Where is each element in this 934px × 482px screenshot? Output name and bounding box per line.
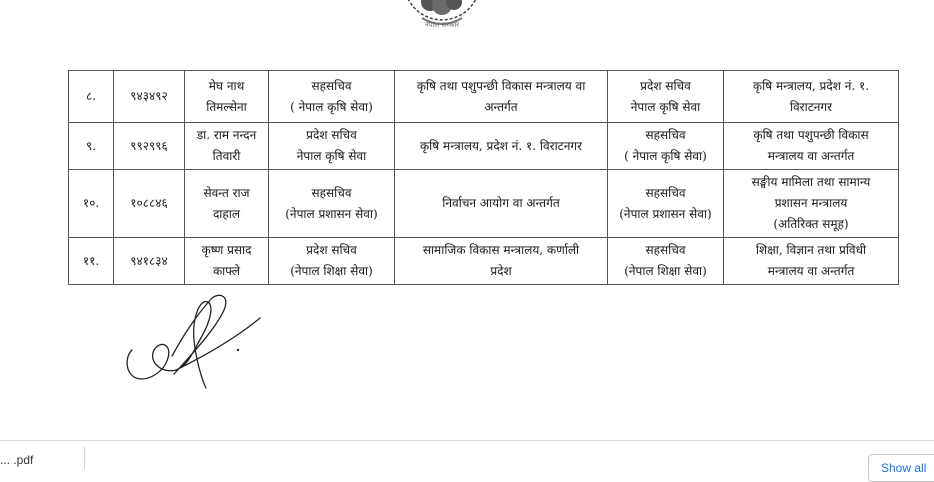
cell-line: कृष्ण प्रसाद xyxy=(201,243,252,257)
cell-new-position xyxy=(608,71,724,123)
cell-new-office xyxy=(724,170,899,238)
cell-id: ९४३४९२ xyxy=(114,71,185,123)
cell-line: प्रदेश सचिव xyxy=(306,128,357,142)
cell-office xyxy=(395,71,608,123)
cell-line: डा. राम नन्दन xyxy=(196,128,257,142)
cell-line: सेवन्त राज xyxy=(203,185,250,200)
cell-name xyxy=(185,238,269,285)
show-all-button[interactable]: Show all xyxy=(868,454,934,482)
cell-new-position xyxy=(608,170,724,238)
table-row xyxy=(69,170,899,238)
cell-line: नेपाल कृषि सेवा xyxy=(630,99,701,114)
cell-line: विराटनगर xyxy=(789,99,833,114)
cell-line: सहसचिव xyxy=(645,128,686,142)
cell-line: मन्त्रालय वा अन्तर्गत xyxy=(767,264,855,278)
cell-line: कृषि तथा पशुपन्छी विकास मन्त्रालय वा xyxy=(416,78,586,93)
transfer-table xyxy=(68,70,899,285)
signature-image xyxy=(120,288,270,398)
cell-new-position xyxy=(608,123,724,170)
table-row xyxy=(69,71,899,123)
cell-line: दाहाल xyxy=(212,206,241,221)
cell-name xyxy=(185,123,269,170)
cell-line: सहसचिव xyxy=(645,185,686,200)
seal-text: नेपाल सरकार xyxy=(424,21,460,29)
cell-sn: ९. xyxy=(69,123,114,170)
cell-sn: १०. xyxy=(69,170,114,238)
government-seal-image xyxy=(396,0,488,44)
cell-line: प्रशासन मन्त्रालय xyxy=(774,196,848,210)
cell-new-office xyxy=(724,238,899,285)
cell-line: प्रदेश सचिव xyxy=(306,243,357,257)
cell-line: नेपाल कृषि सेवा xyxy=(296,149,367,163)
cell-line: कृषि तथा पशुपन्छी विकास xyxy=(753,128,869,142)
cell-line: कृषि मन्त्रालय, प्रदेश नं. १. विराटनगर xyxy=(419,138,583,153)
cell-office xyxy=(395,238,608,285)
cell-name xyxy=(185,170,269,238)
cell-line: निर्वाचन आयोग वा अन्तर्गत xyxy=(442,196,560,210)
cell-line: ( नेपाल कृषि सेवा) xyxy=(290,99,373,114)
cell-line: तिमल्सेना xyxy=(206,99,247,114)
cell-id: ९९२९९६ xyxy=(114,123,185,170)
cell-position xyxy=(269,238,395,285)
cell-sn: ८. xyxy=(69,71,114,123)
cell-line: सहसचिव xyxy=(645,243,686,257)
cell-new-office xyxy=(724,71,899,123)
cell-line: काफ्ले xyxy=(212,264,241,278)
cell-name xyxy=(185,71,269,123)
cell-line: अन्तर्गत xyxy=(484,99,518,114)
cell-line: (अतिरिक्त समूह) xyxy=(773,217,849,231)
download-item[interactable]: ... .pdf xyxy=(0,453,34,467)
cell-office xyxy=(395,170,608,238)
cell-line: तिवारी xyxy=(212,149,241,163)
cell-line: (नेपाल प्रशासन सेवा) xyxy=(619,206,712,221)
table-row xyxy=(69,238,899,285)
cell-id: १०८८४६ xyxy=(114,170,185,238)
cell-line: मेघ नाथ xyxy=(208,78,245,93)
cell-line: सङ्घीय मामिला तथा सामान्य xyxy=(751,175,871,189)
cell-line: प्रदेश सचिव xyxy=(640,78,691,93)
cell-line: (नेपाल प्रशासन सेवा) xyxy=(285,206,378,221)
cell-line: (नेपाल शिक्षा सेवा) xyxy=(624,264,707,278)
cell-new-office xyxy=(724,123,899,170)
cell-line: मन्त्रालय वा अन्तर्गत xyxy=(767,149,855,163)
cell-line: सहसचिव xyxy=(311,78,352,93)
cell-position xyxy=(269,123,395,170)
table-row xyxy=(69,123,899,170)
cell-line: सहसचिव xyxy=(311,185,352,200)
cell-line: सामाजिक विकास मन्त्रालय, कर्णाली xyxy=(422,243,580,257)
cell-line: ( नेपाल कृषि सेवा) xyxy=(624,149,707,163)
cell-position xyxy=(269,71,395,123)
cell-line: कृषि मन्त्रालय, प्रदेश नं. १. xyxy=(752,78,870,93)
cell-line: शिक्षा, विज्ञान तथा प्रविधी xyxy=(755,243,867,257)
cell-line: (नेपाल शिक्षा सेवा) xyxy=(290,264,373,278)
cell-position xyxy=(269,170,395,238)
cell-new-position xyxy=(608,238,724,285)
cell-id: ९४१८३४ xyxy=(114,238,185,285)
cell-office xyxy=(395,123,608,170)
cell-sn: ११. xyxy=(69,238,114,285)
download-bar-divider xyxy=(84,447,85,469)
cell-line: प्रदेश xyxy=(490,264,512,278)
download-bar xyxy=(0,440,934,475)
